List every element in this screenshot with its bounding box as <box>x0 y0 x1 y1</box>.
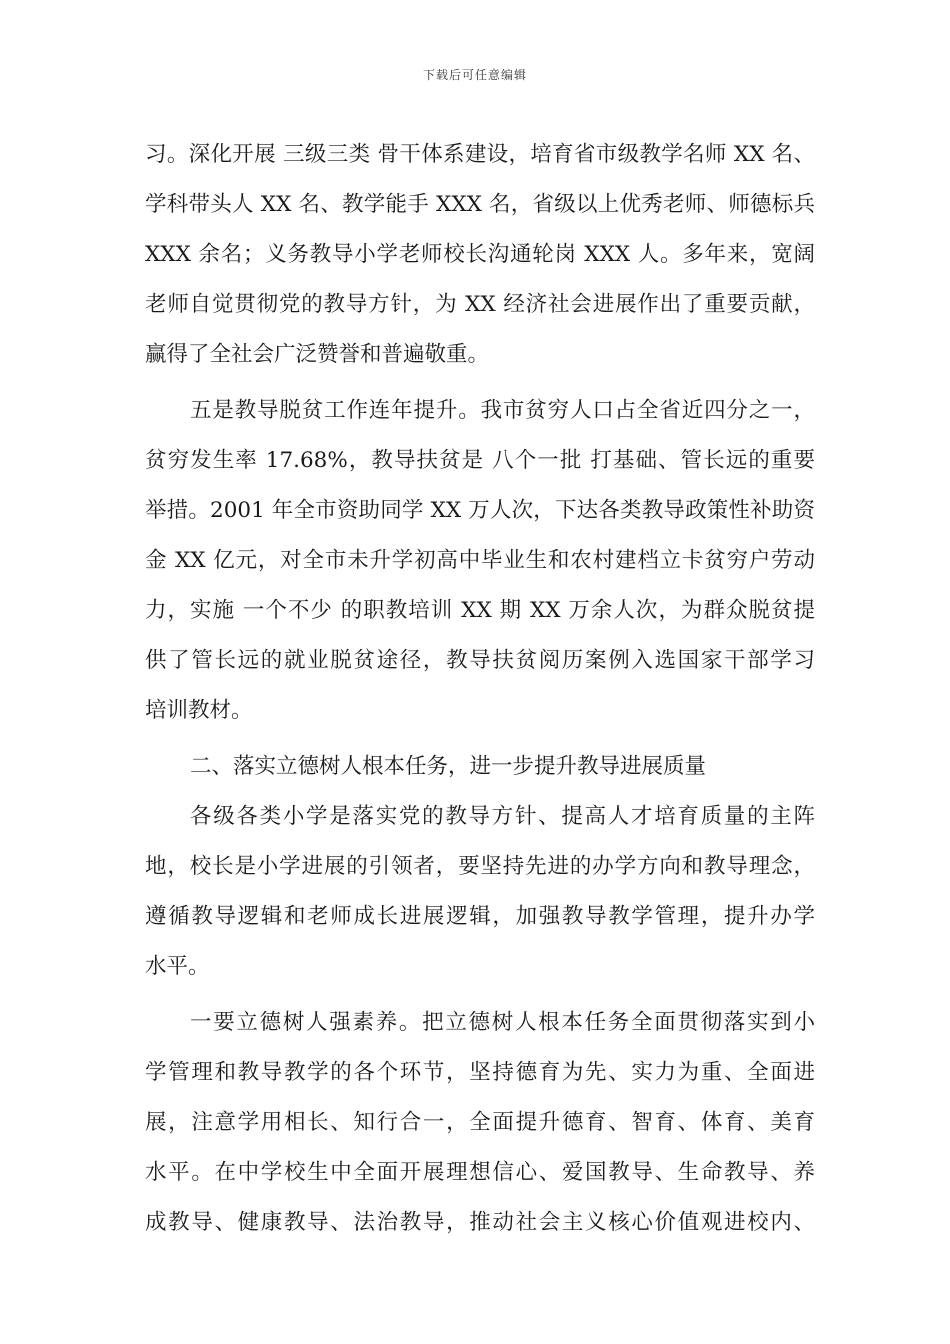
page-header: 下载后可任意编辑 <box>422 68 527 82</box>
text-line: 五是教导脱贫工作连年提升。我市贫穷人口占全省近四分之一， <box>190 398 815 423</box>
text-line: 力，实施 一个不少 的职教培训 XX 期 XX 万余人次，为群众脱贫提 <box>145 598 815 623</box>
text-line: 学管理和教导教学的各个环节，坚持德育为先、实力为重、全面进 <box>145 1060 815 1085</box>
text-line: 学科带头人 XX 名、教学能手 XXX 名，省级以上优秀老师、师德标兵 <box>145 192 815 217</box>
text-line: 水平。 <box>145 954 210 979</box>
heading-line: 二、落实立德树人根本任务，进一步提升教导进展质量 <box>190 754 707 779</box>
paragraph <box>145 130 815 380</box>
text-line: 金 XX 亿元，对全市未升学初高中毕业生和农村建档立卡贫穷户劳动 <box>145 548 815 573</box>
paragraph <box>145 792 815 992</box>
text-line: 展，注意学用相长、知行合一，全面提升德育、智育、体育、美育 <box>145 1110 815 1135</box>
document-body <box>145 130 815 1248</box>
text-line: 供了管长远的就业脱贫途径，教导扶贫阅历案例入选国家干部学习 <box>145 648 815 673</box>
text-line: 赢得了全社会广泛赞誉和普遍敬重。 <box>145 342 490 367</box>
text-line: 一要立德树人强素养。把立德树人根本任务全面贯彻落实到小 <box>190 1010 815 1035</box>
text-line: 成教导、健康教导、法治教导，推动社会主义核心价值观进校内、 <box>145 1210 815 1235</box>
text-line: 遵循教导逻辑和老师成长进展逻辑，加强教导教学管理，提升办学 <box>145 904 815 929</box>
text-line: 贫穷发生率 17.68%，教导扶贫是 八个一批 打基础、管长远的重要 <box>145 448 815 473</box>
text-line: 培训教材。 <box>145 698 253 723</box>
text-line: 习。深化开展 三级三类 骨干体系建设，培育省市级教学名师 XX 名、 <box>145 142 815 167</box>
paragraph <box>145 386 815 736</box>
text-line: 水平。在中学校生中全面开展理想信心、爱国教导、生命教导、养 <box>145 1160 815 1185</box>
section-heading <box>145 742 815 792</box>
paragraph <box>145 998 815 1248</box>
text-line: 举措。2001 年全市资助同学 XX 万人次，下达各类教导政策性补助资 <box>145 498 815 523</box>
text-line: XXX 余名；义务教导小学老师校长沟通轮岗 XXX 人。多年来，宽阔 <box>145 242 815 267</box>
text-line: 各级各类小学是落实党的教导方针、提高人才培育质量的主阵 <box>190 804 815 829</box>
text-line: 老师自觉贯彻党的教导方针，为 XX 经济社会进展作出了重要贡献， <box>145 292 815 317</box>
text-line: 地，校长是小学进展的引领者，要坚持先进的办学方向和教导理念， <box>145 854 815 879</box>
